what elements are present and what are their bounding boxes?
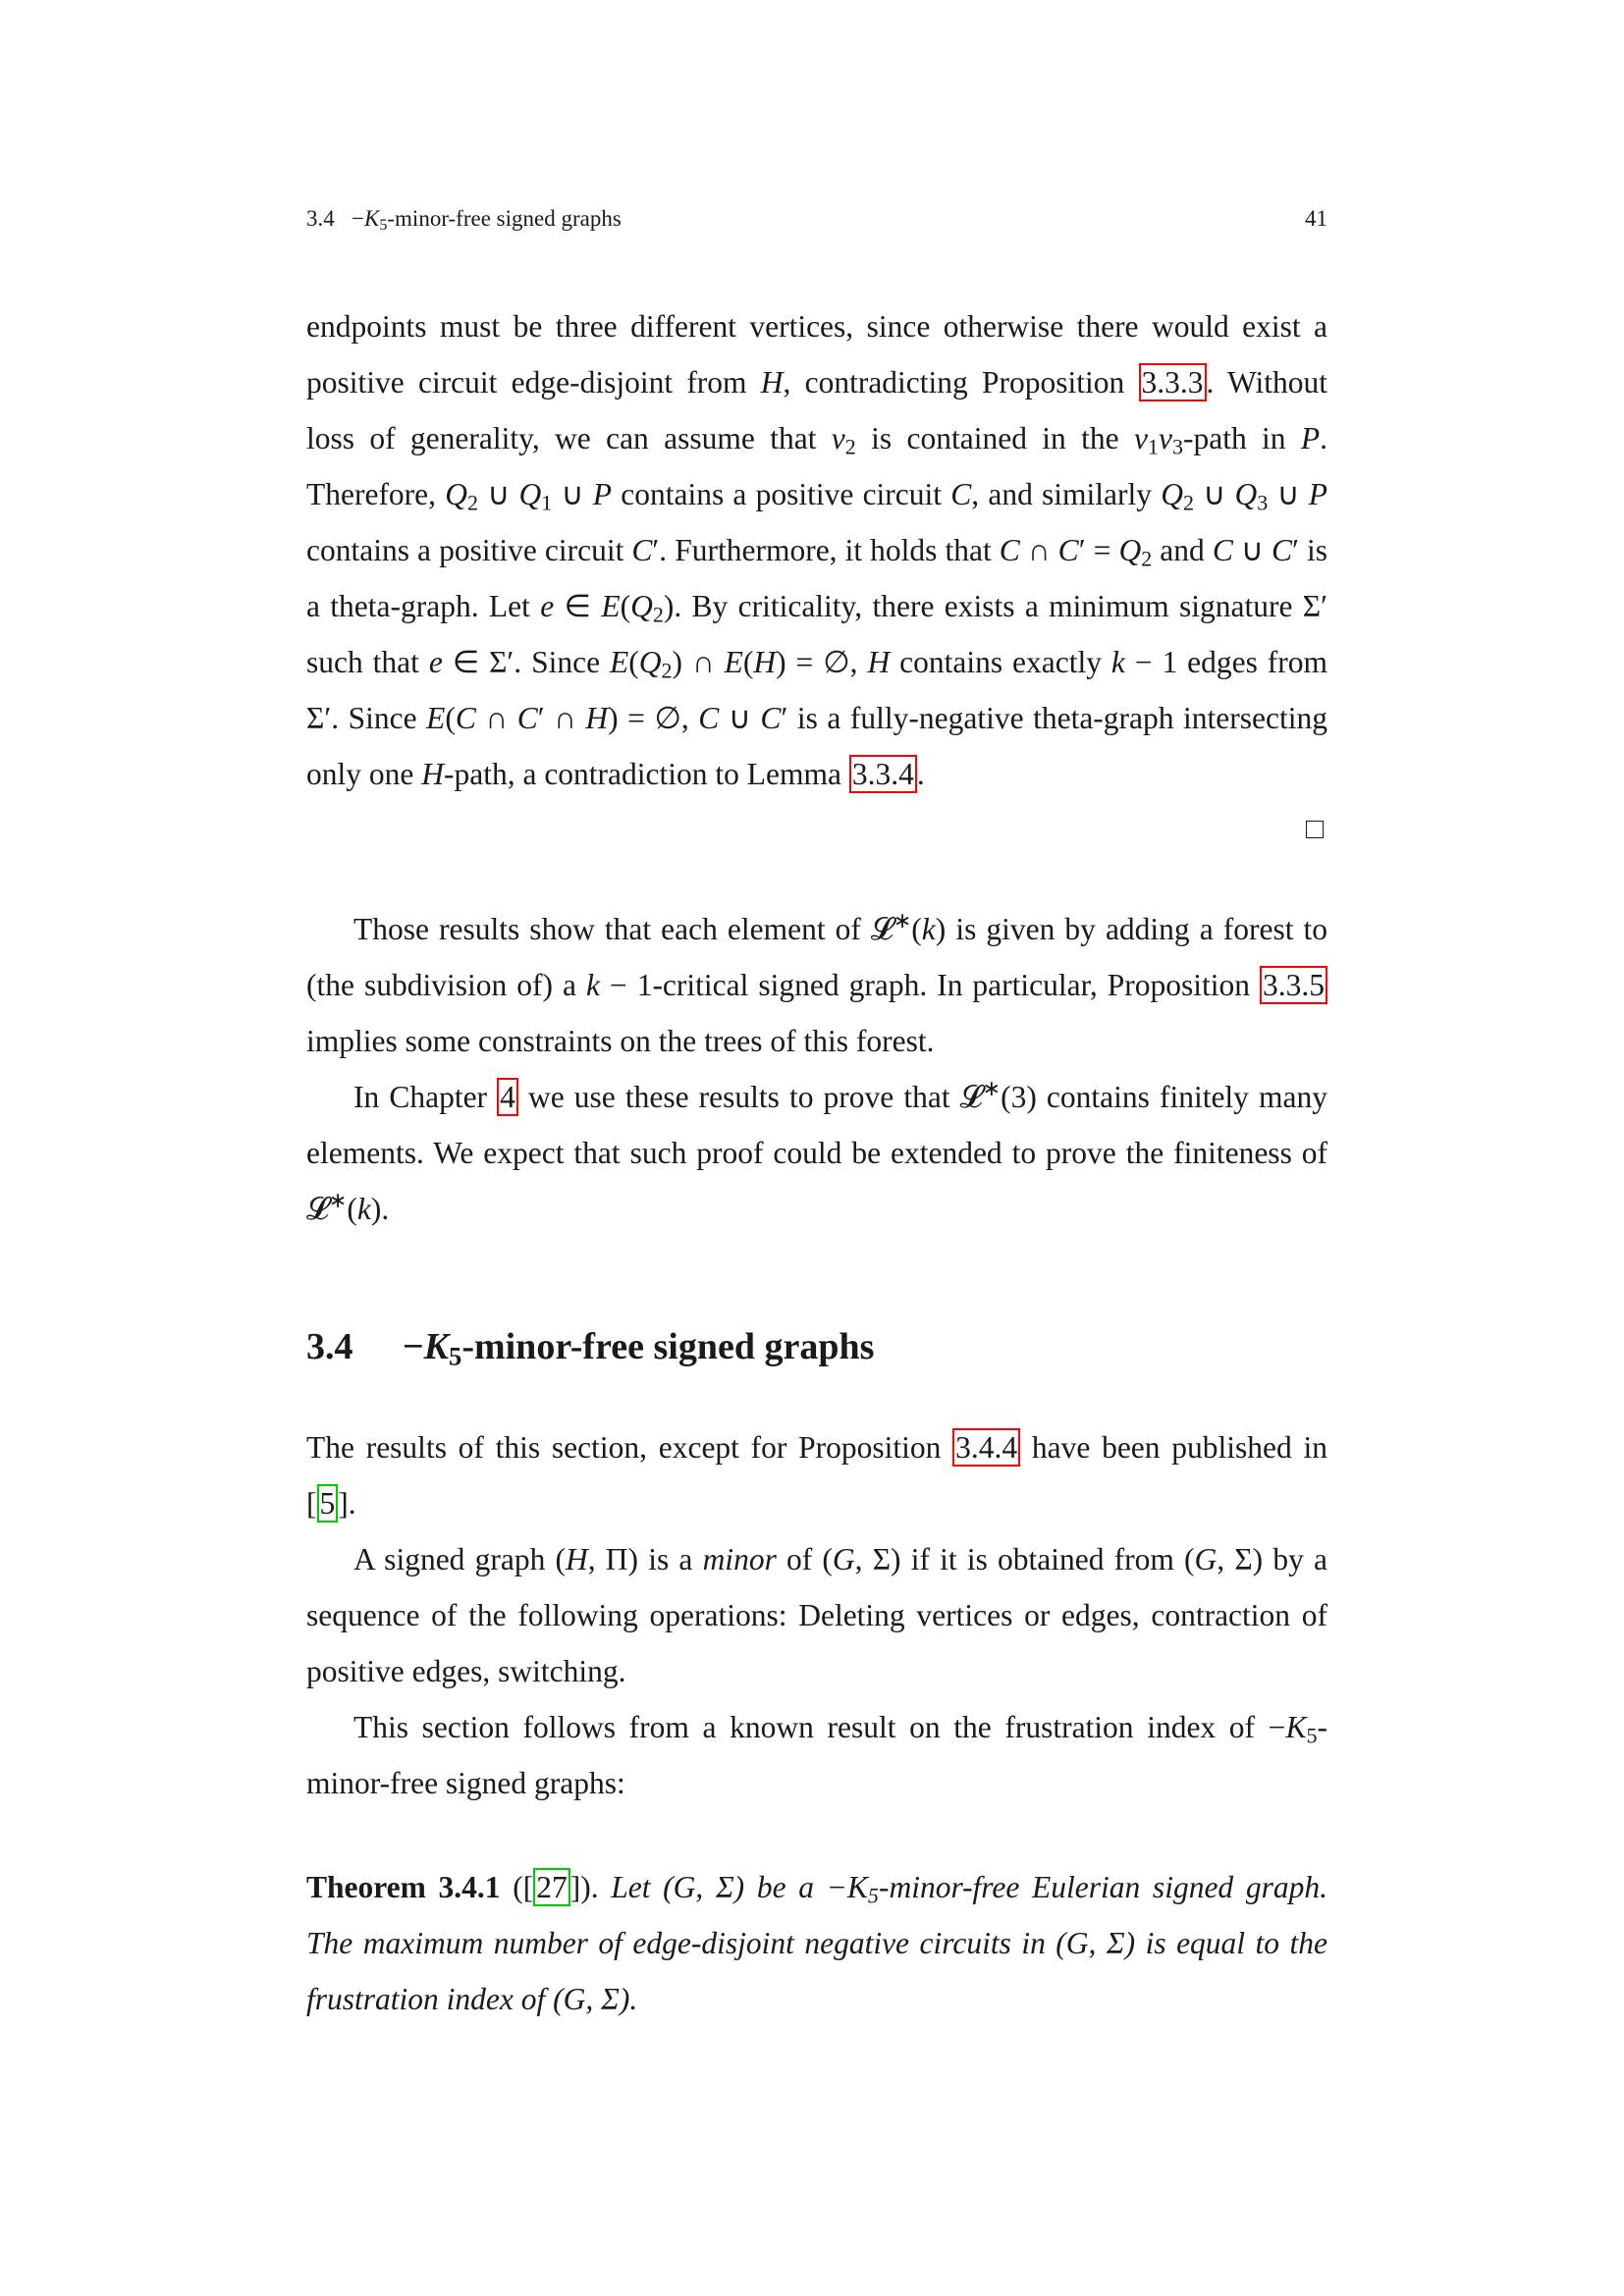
summary-paragraphs bbox=[306, 901, 1327, 1237]
running-header-title: $3.4 -K_5-minor$-free signed graphs bbox=[306, 206, 622, 235]
citation-27[interactable]: 27 bbox=[533, 1868, 570, 1906]
paragraph: Those results show that each element of 𝓛∗(k) is given by adding a forest to (the subdivision of) a k − 1-critical signed graph. In particular, Proposition 3.3.5 implies some constraints on the trees of this forest. bbox=[306, 907, 1328, 1058]
link-proposition-3-3-5[interactable]: 3.3.5 bbox=[1260, 966, 1327, 1004]
theorem-statement: Theorem 3.4.1 ([27]). Let (G, Σ) be $a -K_5-minor$-free Eulerian signed graph. The maximum number of edge-disjoint negative circuits in (G, Σ) is equal to the frustration index of (G, Σ). bbox=[306, 1870, 1327, 2016]
paragraph: endpoints must be three different vertices, since otherwise there would exist a positive circuit edge-disjoint from H, contradicting Proposition 3.3.3. Without loss of generality, we can assume that $v_2$ is contained in the $v_1v_3$-path in P. Therefore, $Q_2$ ∪ $Q_1$ ∪ P contains a positive circuit C, and similarly $Q_2$ ∪ $Q_3$ ∪ P contains a positive circuit C′. Furthermore, it holds that C ∩ $C' = Q_2$ and C ∪ C′ is a theta-graph. Let e ∈ $E(Q_2)$. By criticality, there exists a minimum signature Σ′ such that e ∈ Σ′. Since $E(Q_2)$ ∩ E(H) = ∅, H contains exactly k − 1 edges from Σ′. Since E(C ∩ C′ ∩ H) = ∅, C ∪ C′ is a fully-negative theta-graph intersecting only one H-path, a contradiction to Lemma 3.3.4. bbox=[306, 309, 1328, 791]
citation-5[interactable]: 5 bbox=[317, 1484, 339, 1522]
paragraph: This section follows from a known result on the frustration index of $-K_5-minor$-free signed graphs: bbox=[306, 1710, 1327, 1800]
paragraph: The results of this section, except for Proposition 3.4.4 have been published in [5]. bbox=[306, 1430, 1327, 1521]
qed-box bbox=[1306, 821, 1324, 838]
link-chapter-4[interactable]: 4 bbox=[497, 1078, 518, 1116]
link-proposition-3-4-4[interactable]: 3.4.4 bbox=[952, 1428, 1020, 1467]
paragraph: A signed graph (H, Π) is a minor of (G, Σ) if it is obtained from (G, Σ) by a sequence of the following operations: Deleting vertices or edges, contraction of positive edges, switching. bbox=[306, 1542, 1328, 1688]
proof-continuation bbox=[306, 298, 1327, 802]
section-number: 3.4 bbox=[306, 1326, 353, 1367]
theorem-label: Theorem 3.4.1 bbox=[306, 1870, 501, 1904]
link-proposition-3-3-3[interactable]: 3.3.3 bbox=[1139, 363, 1207, 401]
theorem-3-4-1 bbox=[306, 1859, 1327, 2027]
link-lemma-3-3-4[interactable]: 3.3.4 bbox=[849, 755, 917, 793]
section-heading bbox=[306, 1325, 875, 1371]
section-title: $-K_5-minor$-free signed graphs bbox=[403, 1326, 875, 1371]
page-number: 41 bbox=[1305, 206, 1327, 231]
running-header bbox=[306, 206, 1327, 240]
section-body bbox=[306, 1419, 1327, 1811]
paragraph: In Chapter 4 we use these results to prove that 𝓛∗(3) contains finitely many elements. We expect that such proof could be extended to prove the finiteness of 𝓛∗(k). bbox=[306, 1075, 1327, 1226]
